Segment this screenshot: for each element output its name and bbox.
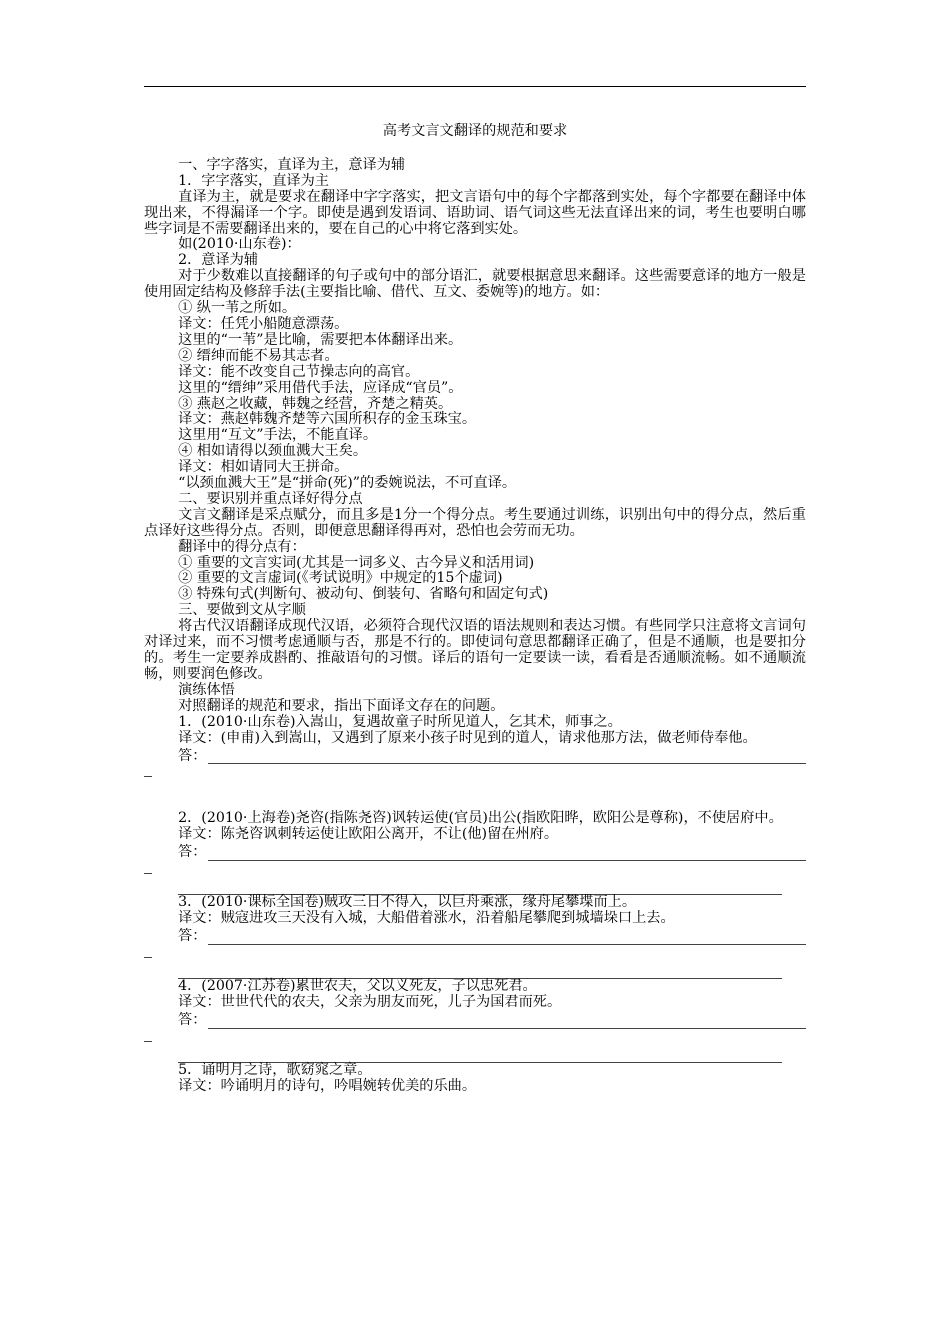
paragraph: 文言文翻译是采点赋分，而且多是1分一个得分点。考生要通过训练，识别出句中的得分点，然后重点译好这些得分点。否则，即便意思翻译得再对，恐怕也会劳而无功。 (144, 506, 806, 539)
subsection-heading: 2．意译为辅 (178, 252, 259, 269)
exercise-question: 4．(2007·江苏卷)累世农夫，父以义死友，子以忠死君。 (178, 978, 537, 995)
exercise-question: 3．(2010·课标全国卷)贼攻三日不得入，以巨舟乘涨，缘舟尾攀堞而上。 (178, 894, 637, 911)
example-note: “以颈血溅大王”是“拼命(死)”的委婉说法，不可直译。 (178, 475, 517, 492)
section-heading: 二、要识别并重点译好得分点 (178, 490, 363, 507)
exercise-question: 1．(2010·山东卷)入嵩山，复遇故童子时所见道人，乞其术，师事之。 (178, 713, 622, 730)
subsection-heading: 1．字字落实，直译为主 (178, 172, 329, 189)
example-sentence: ② 缙绅而能不易其志者。 (178, 347, 339, 364)
answer-field[interactable] (178, 927, 806, 945)
section-heading: 三、要做到文从字顺 (178, 602, 306, 619)
exercise-translation: 译文：(申甫)入到嵩山，又遇到了原来小孩子时见到的道人，请求他那方法，做老师侍奉他。 (178, 729, 757, 746)
exercise-instructions: 对照翻译的规范和要求，指出下面译文存在的问题。 (178, 697, 505, 714)
example-sentence: ③ 燕赵之收藏，韩魏之经营，齐楚之精英。 (178, 395, 453, 412)
list-item: ① 重要的文言实词(尤其是一词多义、古今异义和活用词) (178, 554, 535, 571)
answer-field[interactable] (178, 843, 806, 861)
paragraph: 对于少数难以直接翻译的句子或句中的部分语汇，就要根据意思来翻译。这些需要意译的地方一般是使用固定结构及修辞手法(主要指比喻、借代、互文、委婉等)的地方。如： (144, 268, 806, 301)
document-title: 高考文言文翻译的规范和要求 (382, 123, 568, 139)
exercise-translation: 译文：贼寇进攻三天没有入城，大船借着涨水，沿着船尾攀爬到城墙垛口上去。 (178, 910, 675, 927)
example-note: 这里的“一苇”是比喻，需要把本体翻译出来。 (178, 331, 463, 348)
answer-field[interactable] (178, 746, 806, 764)
example-sentence: ④ 相如请得以颈血溅大王矣。 (178, 443, 368, 460)
example-translation: 译文：燕赵韩魏齐楚等六国所积存的金玉珠宝。 (178, 411, 477, 428)
answer-label: 答： (178, 844, 207, 861)
paragraph: 翻译中的得分点有： (178, 538, 306, 555)
answer-label: 答： (178, 747, 207, 764)
section-heading: 一、字字落实，直译为主，意译为辅 (178, 156, 406, 173)
example-note: 这里的“缙绅”采用借代手法，应译成“官员”。 (178, 379, 463, 396)
answer-field[interactable] (178, 1011, 806, 1029)
exercise-question: 2．(2010·上海卷)尧咨(指陈尧咨)讽转运使(官员)出公(指欧阳晔，欧阳公是尊称)，不使居府中。 (178, 810, 783, 827)
header-rule (144, 86, 806, 87)
example-translation: 译文：能不改变自己节操志向的高官。 (178, 363, 420, 380)
example-translation: 译文：任凭小船随意漂荡。 (178, 315, 349, 332)
document-body (144, 124, 806, 1095)
example-translation: 译文：相如请同大王拼命。 (178, 459, 349, 476)
answer-line (208, 1016, 806, 1029)
example-sentence: ① 纵一苇之所如。 (178, 300, 297, 317)
exercise-question: 5．诵明月之诗，歌窈窕之章。 (178, 1061, 372, 1078)
answer-line (208, 848, 806, 861)
example-note: 这里用“互文”手法，不能直译。 (178, 427, 378, 444)
paragraph: 如(2010·山东卷)： (178, 236, 301, 253)
answer-label: 答： (178, 1011, 207, 1028)
paragraph: 直译为主，就是要求在翻译中字字落实，把文言语句中的每个字都落到实处，每个字都要在翻译中体现出来，不得漏译一个字。即使是遇到发语词、语助词、语气词这些无法直译出来的词，考生也要明白哪些字词是不需要翻译出来的，要在自己的心中将它落到实处。 (144, 188, 806, 237)
exercise-heading: 演练体悟 (178, 681, 235, 698)
answer-line (208, 932, 806, 945)
answer-line (208, 751, 806, 764)
list-item: ② 重要的文言虚词(《考试说明》中规定的15个虚词) (178, 570, 503, 587)
paragraph: 将古代汉语翻译成现代汉语，必须符合现代汉语的语法规则和表达习惯。有些同学只注意将文言词句对译过来，而不习惯考虑通顺与否，那是不行的。即使词句意思都翻译正确了，但是不通顺，也是要扣分的。考生一定要养成斟酌、推敲语句的习惯。译后的语句一定要读一读，看看是否通顺流畅。如不通顺流畅，则要润色修改。 (144, 618, 806, 682)
exercise-translation: 译文：吟诵明月的诗句，吟唱婉转优美的乐曲。 (178, 1077, 477, 1094)
exercise-translation: 译文：世世代代的农夫，父亲为朋友而死，儿子为国君而死。 (178, 993, 562, 1010)
exercise-translation: 译文：陈尧咨讽刺转运使让欧阳公离开，不让(他)留在州府。 (178, 826, 559, 843)
list-item: ③ 特殊句式(判断句、被动句、倒装句、省略句和固定句式) (178, 586, 549, 603)
answer-label: 答： (178, 928, 207, 945)
